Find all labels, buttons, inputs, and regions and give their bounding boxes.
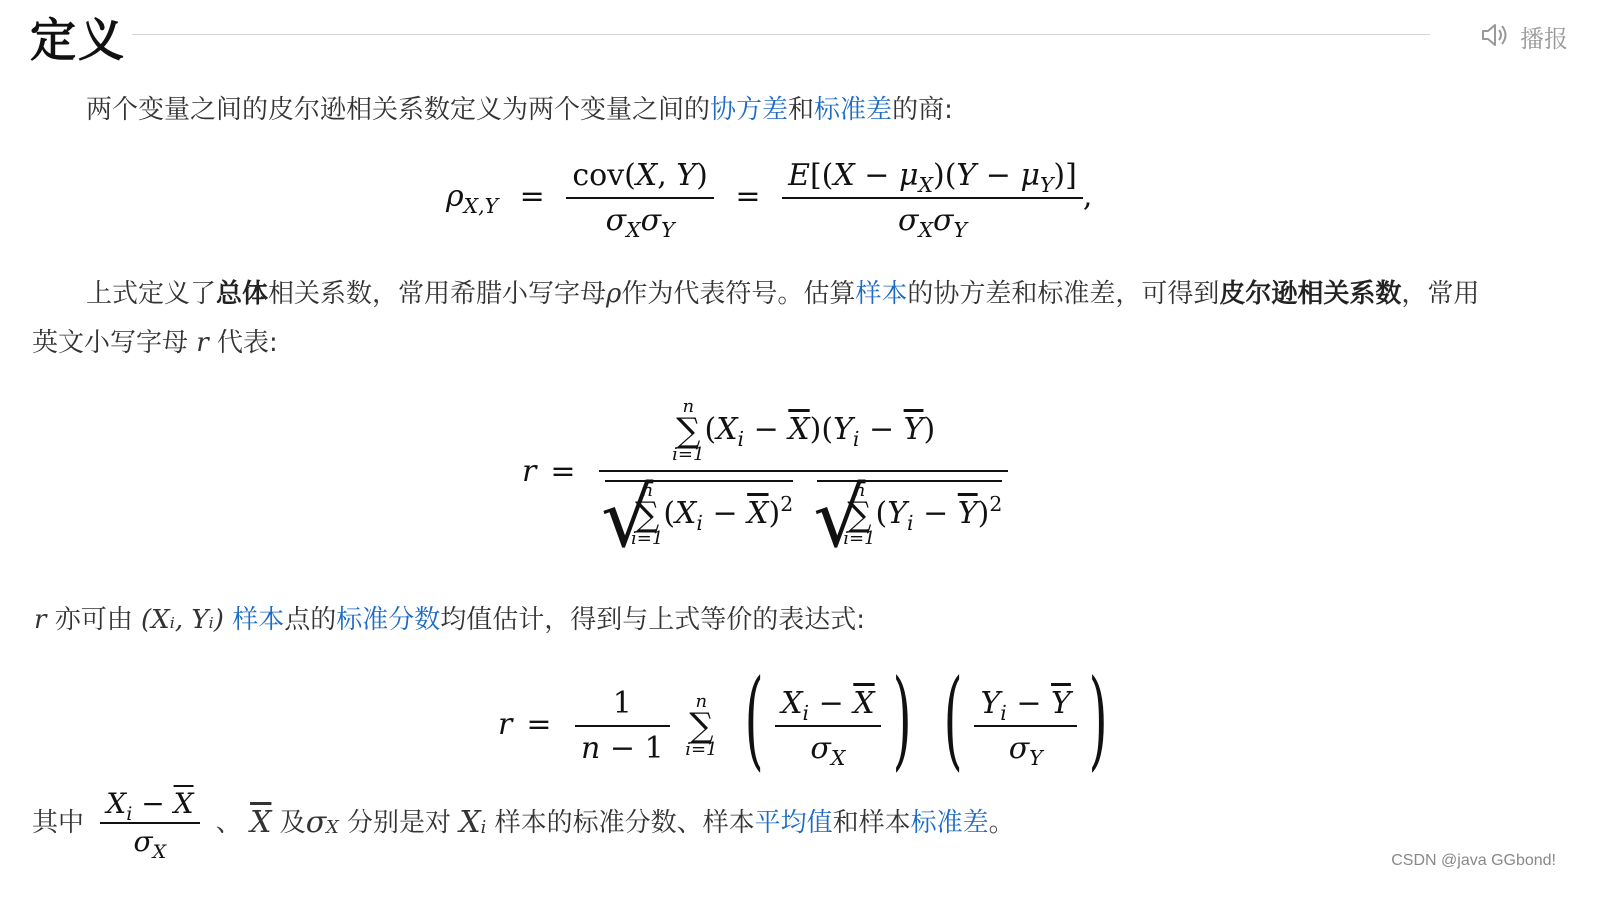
text: 、	[215, 808, 242, 838]
link-sample-point[interactable]: 样本	[232, 605, 285, 635]
play-audio-button[interactable]: 播报	[1520, 25, 1568, 53]
link-standard-score[interactable]: 标准分数	[336, 605, 441, 635]
link-sample[interactable]: 样本	[855, 279, 908, 309]
rho-symbol: ρ	[606, 279, 622, 309]
text: 英文小写字母	[32, 328, 197, 358]
text: 的商:	[892, 95, 953, 125]
formula-standard-score-correlation: r = $\frac{1}{n - 1}$ n ∑ i=1 ( $\frac{X_i - \overline{X}}{\sigma_X}$ ) ( $\frac{Y_i - \overline{Y}}{\sigma_Y}$ )	[498, 657, 1108, 782]
link-standard-deviation-2[interactable]: 标准差	[910, 808, 989, 838]
xy-pair: (Xᵢ, Yᵢ)	[140, 605, 224, 635]
text: 相关系数，常用希腊小写字母	[268, 279, 607, 309]
xi-symbol: X	[459, 805, 481, 840]
text: 两个变量之间的皮尔逊相关系数定义为两个变量之间的	[86, 95, 711, 125]
paragraph-definition	[86, 86, 953, 134]
speaker-icon[interactable]	[1480, 22, 1508, 48]
link-mean[interactable]: 平均值	[754, 808, 833, 838]
text: 上式定义了	[86, 279, 217, 309]
formula-sample-correlation: r = n ∑ i=1 $(X_i - \overline{X})(Y_i - \overline{Y})$ √ n ∑ i=1 $(X_i - \overline{X})^2$ √ n ∑ i=1 $(Y_i - \overline{Y})^2$	[522, 398, 1008, 548]
watermark: CSDN @java GGbond!	[1391, 852, 1556, 869]
link-covariance[interactable]: 协方差	[710, 95, 789, 125]
text: 代表:	[208, 328, 278, 358]
text: 样本的标准分数、样本	[486, 808, 755, 838]
r-symbol: r	[34, 605, 47, 635]
link-standard-deviation[interactable]: 标准差	[814, 95, 893, 125]
paragraph-standard-score	[34, 596, 865, 644]
text: 的协方差和标准差，可得到	[907, 279, 1220, 309]
paragraph-where	[32, 787, 1015, 863]
bold-term-pearson: 皮尔逊相关系数	[1219, 279, 1402, 309]
text: 和	[788, 95, 815, 125]
sigma-subscript: X	[326, 818, 339, 839]
text: ，常用	[1401, 279, 1480, 309]
r-symbol: r	[196, 328, 209, 358]
text: 。	[988, 808, 1015, 838]
xi-subscript: i	[480, 818, 487, 839]
text: 分别是对	[338, 808, 460, 838]
paragraph-sample-line2	[32, 319, 278, 367]
bold-term-population: 总体	[216, 279, 269, 309]
title-divider	[132, 34, 1430, 35]
text: 点的	[284, 605, 337, 635]
text: 均值估计，得到与上式等价的表达式:	[440, 605, 865, 635]
text: 亦可由	[46, 605, 141, 635]
paragraph-sample-line1	[86, 270, 1479, 318]
text: 作为代表符号。估算	[621, 279, 856, 309]
text: 和样本	[832, 808, 911, 838]
formula-zscore-inline: $\frac{X_i - \overline{X}}{\sigma_X}$	[100, 790, 199, 856]
text: 及	[271, 808, 306, 838]
text: 其中	[32, 808, 85, 838]
section-title: 定义	[30, 13, 126, 67]
xbar-symbol: $\overline{X}$	[250, 805, 272, 840]
sigma-symbol: σ	[305, 805, 327, 840]
formula-population-correlation: $\rho_{X,Y}$ = $\frac{\text{cov(X, Y)}}{\sigma_X\sigma_Y}$ = $\frac{E[(X - \mu_X)(Y - \mu_Y)]}{\sigma_X\sigma_Y}$ ,	[446, 158, 1093, 243]
